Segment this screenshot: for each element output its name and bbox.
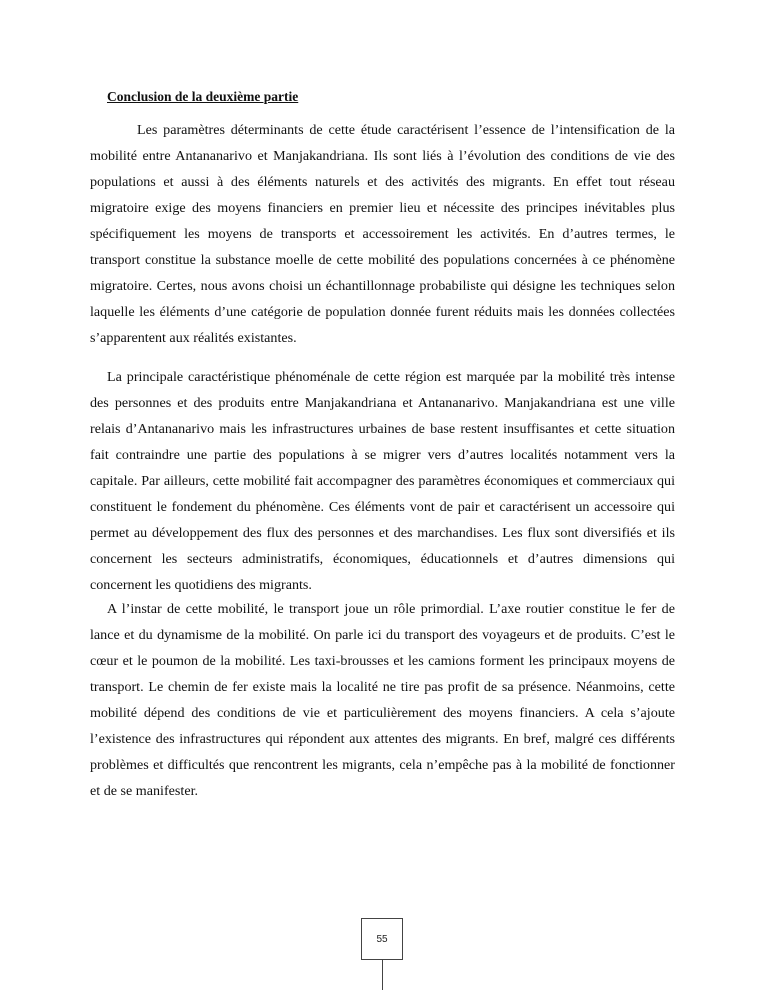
paragraph-3: A l’instar de cette mobilité, le transport joue un rôle primordial. L’axe routier constitue le fer de lance et du dynamisme de la mobilité. On parle ici du transport des voyageurs et de produits. C’est le cœur et le poumon de la mobilité. Les taxi-brousses et les camions forment les principaux moyens de transport. Le chemin de fer existe mais la localité ne tire pas profit de sa présence. Néanmoins, cette mobilité dépend des conditions de vie et particulièrement des moyens financiers. A cela s’ajoute l’existence des infrastructures qui répondent aux attentes des migrants. En bref, malgré ces différents problèmes et difficultés que rencontrent les migrants, cela n’empêche pas à la mobilité de fonctionner et de se manifester. [90,601,675,799]
section-heading: Conclusion de la deuxième partie [107,89,299,104]
paragraph-1: Les paramètres déterminants de cette étude caractérisent l’essence de l’intensification de la mobilité entre Antananarivo et Manjakandriana. Ils sont liés à l’évolution des conditions de vie des populations et aussi à des éléments naturels et des activités des migrants. En effet tout réseau migratoire exige des moyens financiers en premier lieu et nécessite des principes inévitables plus spécifiquement les moyens de transports et accessoirement les activités. En d’autres termes, le transport constitue la substance moelle de cette mobilité des populations concernées à ce phénomène migratoire. Certes, nous avons choisi un échantillonnage probabiliste qui désigne les techniques selon laquelle les éléments d’une catégorie de population donnée furent réduits mais les données collectées s’apparentent aux réalités existantes. [90,122,675,346]
page-number-connector-line [382,960,383,990]
paragraph-2: La principale caractéristique phénoménale de cette région est marquée par la mobilité très intense des personnes et des produits entre Manjakandriana et Antananarivo. Manjakandriana est une ville relais d’Antananarivo mais les infrastructures urbaines de base restent insuffisantes et cette situation fait contraindre une partie des populations à se migrer vers d’autres localités notamment vers la capitale. Par ailleurs, cette mobilité fait accompagner des paramètres économiques et commerciaux qui constituent le fondement du phénomène. Ces éléments vont de pair et caractérisent un accessoire qui permet au développement des flux des personnes et des marchandises. Les flux sont diversifiés et ils concernent les secteurs administratifs, économiques, éducationnels et d’autres dimensions qui concernent les quotidiens des migrants. [90,369,675,593]
page-number-box [361,918,403,960]
page-number: 55 [376,933,388,945]
